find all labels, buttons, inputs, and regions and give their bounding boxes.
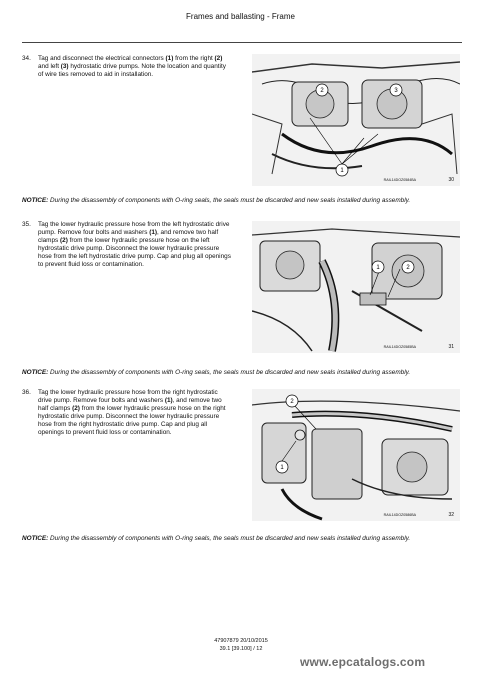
callout-2: 2 [320,88,324,94]
step-number: 35. [22,221,31,228]
figure-31-illustration [252,221,460,353]
callout-3: 3 [394,88,398,94]
step-text-run: Tag the lower hydraulic pressure hose from the left hydrostatic drive pump. Remove four bolts and washers [38,221,230,236]
notice-text: During the disassembly of components with O-ring seals, the seals must be discarded and new seals installed during assembly. [48,197,411,204]
step-35 [22,221,232,285]
callout-ref: (1) [149,229,157,236]
step-text [38,221,232,269]
step-text-run: from the lower hydraulic pressure hose on the right hydrostatic drive pump. Disconnect the lower hydraulic pressure hose from the right hydrostatic drive pump. Cap and plug all openings to prevent fluid loss or contamination. [38,405,226,436]
step-number: 34. [22,55,31,62]
callout-ref: (2) [60,237,68,244]
figure-number: 32 [448,512,454,518]
step-text-run: and left [38,63,61,70]
figure-31 [252,221,460,353]
notice-1 [22,197,460,205]
callout-2: 2 [406,265,410,271]
figure-code: RAIL14DOZ0585BA [383,345,416,349]
page-header: Frames and ballasting - Frame [186,12,295,21]
step-text [38,389,232,437]
callout-1: 1 [376,265,380,271]
callout-1: 1 [340,168,344,174]
callout-ref: (2) [72,405,80,412]
notice-3 [22,535,460,543]
figure-30-illustration [252,54,460,186]
step-text [38,55,232,79]
notice-2 [22,369,460,377]
callout-ref: (1) [165,55,174,62]
step-36 [22,389,232,453]
figure-30 [252,54,460,186]
figure-number: 31 [448,344,454,350]
callout-ref: (3) [60,63,69,70]
callout-ref: (2) [214,55,223,62]
notice-label: NOTICE: [22,197,49,204]
step-text-run: Tag the lower hydraulic pressure hose from the right hydrostatic drive pump. Remove four bolts and washers [38,389,218,404]
step-text-run: , and remove two half clamps [38,229,219,244]
callout-2: 2 [290,399,294,405]
notice-label: NOTICE: [22,535,49,542]
step-text-run: from the lower hydraulic pressure hose on the left hydrostatic drive pump. Disconnect the lower hydraulic pressure hose from the left hydrostatic drive pump. Cap and plug all openings to prevent fluid loss or contamination. [38,237,231,268]
figure-number: 30 [448,177,454,183]
notice-text: During the disassembly of components with O-ring seals, the seals must be discarded and new seals installed during assembly. [48,369,411,376]
step-34 [22,55,232,95]
callout-ref: (1) [164,397,173,404]
step-number: 36. [22,389,31,396]
watermark: www.epcatalogs.com [300,655,426,669]
step-text-run: Tag and disconnect the electrical connectors [38,55,166,62]
figure-32-illustration [252,389,460,521]
figure-32 [252,389,460,521]
step-text-run: , and remove two half clamps [38,397,222,412]
step-text-run: hydrostatic drive pumps. Note the location and quantity of wire ties removed to aid in installation. [38,63,226,78]
notice-label: NOTICE: [22,369,49,376]
figure-code: RAIL14DOZ0584BA [383,178,416,182]
notice-text: During the disassembly of components with O-ring seals, the seals must be discarded and new seals installed during assembly. [48,535,411,542]
figure-code: RAIL14DOZ0586BA [383,513,416,517]
header-rule [22,42,462,43]
step-text-run: from the right [173,55,215,62]
footer-doc: 47907879 20/10/2015 [214,638,268,644]
footer-page: 39.1 [39.100] / 12 [219,646,263,652]
callout-1: 1 [280,465,284,471]
